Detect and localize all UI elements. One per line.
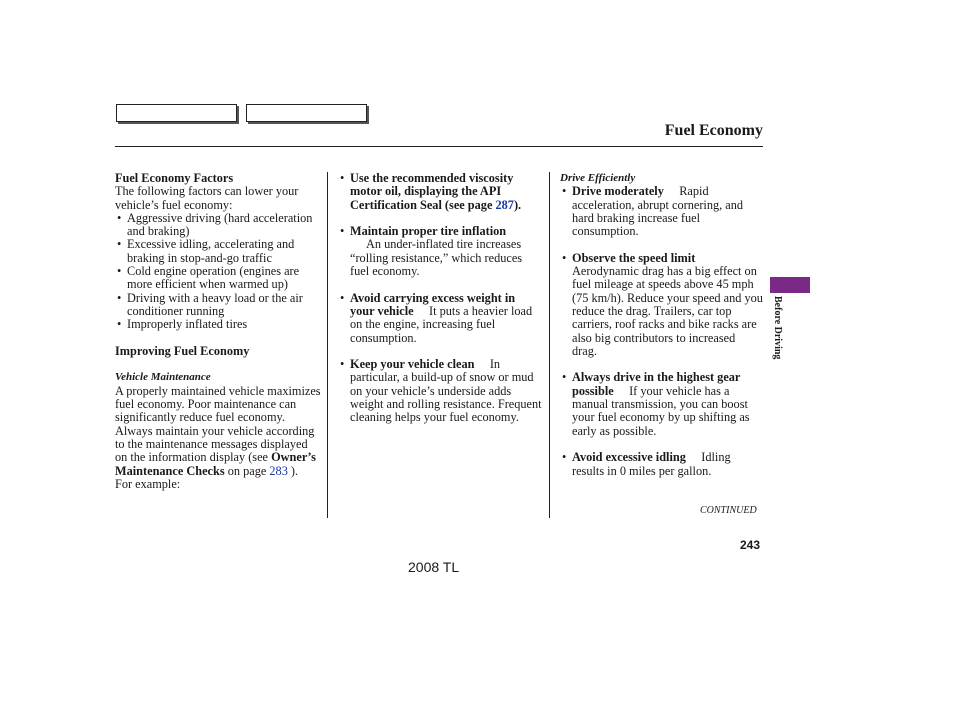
section-tab-marker[interactable] [770, 277, 810, 293]
factor-item: • Cold engine operation (engines are more efficient when warmed up) [117, 264, 300, 292]
maintenance-tail: For example: [115, 476, 181, 491]
title-rule [115, 146, 763, 147]
page-number: 243 [740, 538, 761, 552]
column-1 [115, 172, 322, 491]
tip-item: • Observe the speed limit Aerodynamic drag has a big effect on fuel mileage at speeds above 45 mph (75 km/h). Reduce your speed and you reduce the drag. Trailers, car top carriers, roof racks and bike racks are also big contributors to increased drag. [562, 250, 763, 358]
page-link-283[interactable]: 283 [269, 463, 288, 478]
section-heading-factors: Fuel Economy Factors [115, 171, 234, 185]
factor-item: • Improperly inflated tires [117, 317, 248, 332]
page-title: Fuel Economy [664, 122, 763, 139]
factor-item: • Driving with a heavy load or the air conditioner running [117, 290, 303, 318]
subheading-drive-efficiently: Drive Efficiently [560, 172, 636, 184]
factor-item: • Excessive idling, accelerating and braking in stop-and-go traffic [117, 237, 295, 265]
section-heading-improving: Improving Fuel Economy [115, 343, 250, 358]
nav-box-right[interactable] [246, 104, 367, 122]
column-divider-1 [327, 172, 328, 518]
tip-item: • Avoid excessive idling Idling results in 0 miles per gallon. [562, 450, 731, 478]
factors-intro: The following factors can lower your vehicle’s fuel economy: [115, 184, 299, 212]
maintenance-paragraph: A properly maintained vehicle maximizes fuel economy. Poor maintenance can significantly reduce fuel economy. Always maintain your vehicle according to the maintenance messages displayed on the information display (see Owner’s Maintenance Checks on page 283 ). [115, 383, 321, 478]
footer-model: 2008 TL [408, 559, 460, 575]
tip-item: • Avoid carrying excess weight in your vehicle It puts a heavier load on the engine, increasing fuel consumption. [340, 290, 533, 345]
factor-item: • Aggressive driving (hard acceleration and braking) [117, 210, 313, 239]
tip-item: • Use the recommended viscosity motor oil, displaying the API Certification Seal (see page 287). [340, 171, 522, 212]
tip-item: • Maintain proper tire inflation An under-inflated tire increases “rolling resistance,” which reduces fuel economy. [340, 224, 523, 279]
column-3 [560, 172, 763, 478]
tip-item: • Always drive in the highest gear possible If your vehicle has a manual transmission, you can boost your fuel economy by up shifting as early as possible. [562, 370, 750, 438]
page-link-287[interactable]: 287 [495, 197, 514, 212]
continued-label: CONTINUED [700, 505, 757, 516]
tip-item: • Keep your vehicle clean In particular, a build-up of snow or mud on your vehicle’s underside adds weight and rolling resistance. Frequent cleaning helps your fuel economy. [340, 357, 542, 425]
subheading-maintenance: Vehicle Maintenance [115, 371, 211, 384]
column-2 [338, 172, 542, 425]
column-divider-2 [549, 172, 550, 518]
nav-box-left[interactable] [116, 104, 237, 122]
tip-item: • Drive moderately Rapid acceleration, abrupt cornering, and hard braking increase fuel consumption. [562, 184, 744, 239]
section-tab-label: Before Driving [772, 296, 783, 360]
